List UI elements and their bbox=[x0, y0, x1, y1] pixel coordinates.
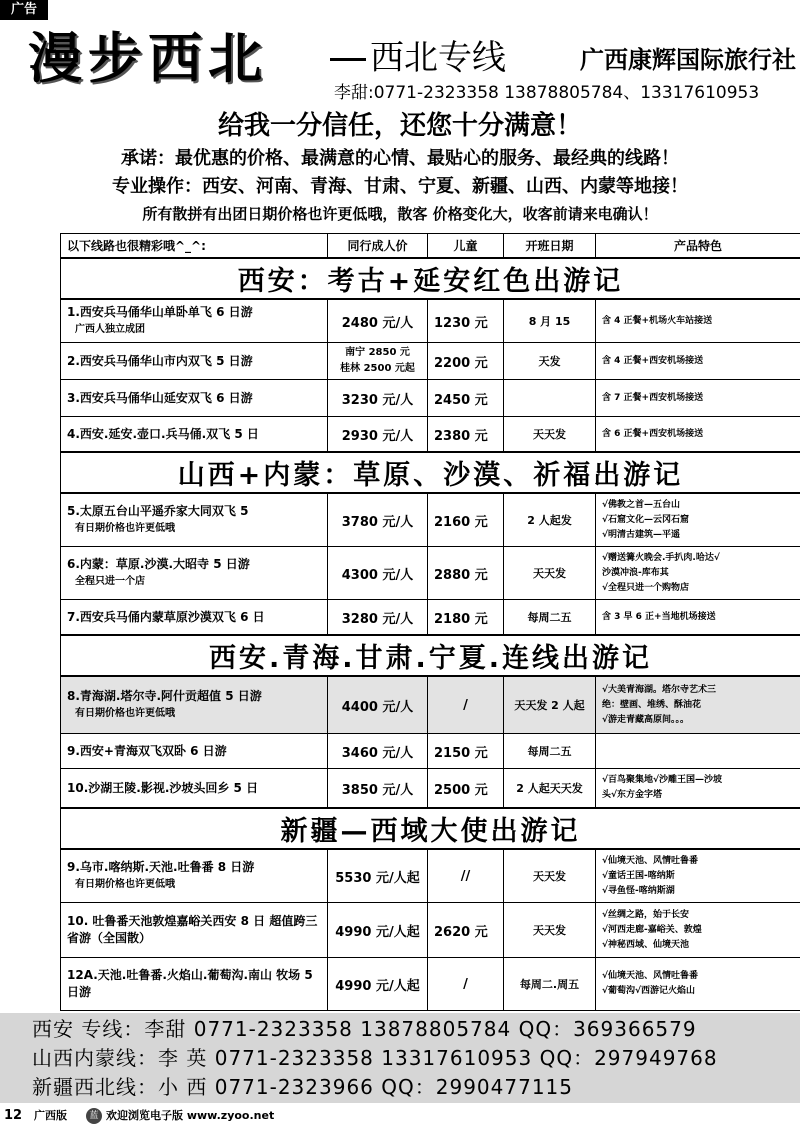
departure-date-cell: 2 人起发 bbox=[504, 493, 596, 547]
feature-item: 绝：壁画、堆绣、酥油花 bbox=[602, 699, 702, 710]
feature-item: √大美青海湖。塔尔寺艺术三 bbox=[602, 684, 717, 695]
route-cell bbox=[61, 380, 328, 417]
route-name: 5.太原五台山平遥乔家大同双飞 5 bbox=[67, 504, 249, 518]
header-contact: 李甜:0771-2323358 13878805784、13317610953 bbox=[334, 83, 760, 103]
header bbox=[0, 22, 800, 110]
feature-item: √全程只进一个购物店 bbox=[602, 582, 690, 593]
page-bar bbox=[0, 1106, 800, 1126]
feature-item: √石窟文化—云冈石窟 bbox=[602, 514, 690, 525]
departure-date-cell: 天天发 2 人起 bbox=[504, 676, 596, 734]
table-header-row bbox=[61, 234, 800, 259]
route-note: 广西人独立成团 bbox=[75, 324, 145, 335]
adult-price-cell: 4300 元/人 bbox=[328, 547, 428, 600]
table-row bbox=[61, 380, 800, 417]
ad-tag: 广告 bbox=[0, 0, 48, 20]
table-row bbox=[61, 849, 800, 903]
section-row bbox=[61, 808, 800, 849]
child-price-cell: 2200 元 bbox=[428, 343, 504, 380]
section-title: 新疆—西域大使出游记 bbox=[61, 808, 800, 849]
adult-price-cell: 4990 元/人起 bbox=[328, 958, 428, 1011]
route-name: 9.西安+青海双飞双卧 6 日游 bbox=[67, 743, 227, 758]
table-row bbox=[61, 417, 800, 453]
feature-item: 含 4 正餐+机场火车站接送 bbox=[602, 315, 713, 326]
features-cell bbox=[596, 299, 800, 343]
table-row bbox=[61, 903, 800, 958]
price-line: 南宁 2850 元 bbox=[345, 347, 410, 358]
child-price-cell: 1230 元 bbox=[428, 299, 504, 343]
route-name: 10.沙湖王陵.影视.沙坡头回乡 5 日 bbox=[67, 780, 259, 795]
route-note: 有日期价格也许更低哦 bbox=[75, 523, 175, 534]
feature-item: √赠送篝火晚会.手扒肉.哈达√ bbox=[602, 552, 720, 563]
features-cell bbox=[596, 547, 800, 600]
departure-date-cell: 每周二五 bbox=[504, 600, 596, 636]
edition-label: 广西版 bbox=[34, 1109, 67, 1122]
table-row bbox=[61, 600, 800, 636]
feature-item: √百鸟聚集地√沙雕王国—沙坡 bbox=[602, 775, 723, 785]
page-number: 12 bbox=[4, 1108, 23, 1123]
feature-item: √丝绸之路，始于长安 bbox=[602, 909, 690, 920]
table-row bbox=[61, 299, 800, 343]
child-price-cell: / bbox=[428, 958, 504, 1011]
section-row bbox=[61, 258, 800, 299]
header-adult-price: 同行成人价 bbox=[328, 234, 428, 259]
child-price-cell: 2450 元 bbox=[428, 380, 504, 417]
features-cell bbox=[596, 734, 800, 769]
section-title: 西安：考古+延安红色出游记 bbox=[61, 258, 800, 299]
route-cell bbox=[61, 903, 328, 958]
route-name: 4.西安.延安.壶口.兵马俑.双飞 5 日 bbox=[67, 426, 259, 441]
child-price-cell: 2380 元 bbox=[428, 417, 504, 453]
welcome-link[interactable]: 欢迎浏览电子版 www.zyoo.net bbox=[106, 1109, 275, 1122]
departure-date-cell: 天发 bbox=[504, 343, 596, 380]
magazine-logo-icon: 蓝 bbox=[86, 1108, 102, 1124]
feature-item: 头√东方金字塔 bbox=[602, 790, 663, 800]
route-cell bbox=[61, 769, 328, 809]
table-row bbox=[61, 676, 800, 734]
child-price-cell: 2150 元 bbox=[428, 734, 504, 769]
table-row bbox=[61, 769, 800, 809]
table-row bbox=[61, 493, 800, 547]
feature-item: √仙境天池、风情吐鲁番 bbox=[602, 855, 699, 866]
departure-date-cell: 每周二.周五 bbox=[504, 958, 596, 1011]
route-note: 有日期价格也许更低哦 bbox=[75, 708, 175, 719]
route-cell bbox=[61, 493, 328, 547]
child-price-cell: // bbox=[428, 849, 504, 903]
adult-price-cell: 3230 元/人 bbox=[328, 380, 428, 417]
child-price-cell: 2160 元 bbox=[428, 493, 504, 547]
adult-price-cell: 3850 元/人 bbox=[328, 769, 428, 809]
route-cell bbox=[61, 958, 328, 1011]
brand-title: 漫步西北 bbox=[28, 26, 268, 90]
departure-date-cell: 天天发 bbox=[504, 547, 596, 600]
header-route: 以下线路也很精彩哦^_^: bbox=[61, 234, 328, 259]
features-cell bbox=[596, 343, 800, 380]
child-price-cell: 2620 元 bbox=[428, 903, 504, 958]
contact-footer bbox=[0, 1013, 800, 1103]
route-name: 6.内蒙：草原.沙漠.大昭寺 5 日游 bbox=[67, 557, 250, 571]
feature-item: √童话王国-喀纳斯 bbox=[602, 870, 675, 881]
adult-price-cell: 4990 元/人起 bbox=[328, 903, 428, 958]
route-table bbox=[60, 233, 800, 1011]
section-row bbox=[61, 452, 800, 493]
header-child-price: 儿童 bbox=[428, 234, 504, 259]
route-name: 9.乌市.喀纳斯.天池.吐鲁番 8 日游 bbox=[67, 860, 255, 874]
header-departure-date: 开班日期 bbox=[504, 234, 596, 259]
route-cell bbox=[61, 547, 328, 600]
route-cell bbox=[61, 299, 328, 343]
departure-date-cell: 8 月 15 bbox=[504, 299, 596, 343]
adult-price-cell: 2480 元/人 bbox=[328, 299, 428, 343]
section-row bbox=[61, 635, 800, 676]
route-name: 10. 吐鲁番天池敦煌嘉峪关西安 8 日 超值跨三省游（全国散） bbox=[67, 914, 318, 945]
route-cell bbox=[61, 676, 328, 734]
notice-line: 所有散拼有出团日期价格也许更低哦，散客 价格变化大，收客前请来电确认！ bbox=[142, 205, 658, 223]
footer-line-shanxi: 山西内蒙线：李 英 0771-2323358 13317610953 QQ：297949768 bbox=[32, 1046, 718, 1070]
brand-dash bbox=[330, 58, 366, 61]
route-name: 8.青海湖.塔尔寺.阿什贡超值 5 日游 bbox=[67, 689, 262, 703]
route-cell bbox=[61, 849, 328, 903]
departure-date-cell: 天天发 bbox=[504, 903, 596, 958]
features-cell bbox=[596, 493, 800, 547]
feature-item: √游走青藏高原间。。。 bbox=[602, 714, 690, 725]
child-price-cell: 2180 元 bbox=[428, 600, 504, 636]
features-cell bbox=[596, 380, 800, 417]
child-price-cell: 2500 元 bbox=[428, 769, 504, 809]
table-row bbox=[61, 734, 800, 769]
feature-item: 含 7 正餐+西安机场接送 bbox=[602, 392, 704, 403]
route-note: 全程只进一个店 bbox=[75, 576, 145, 587]
child-price-cell: 2880 元 bbox=[428, 547, 504, 600]
section-title: 西安.青海.甘肃.宁夏.连线出游记 bbox=[61, 635, 800, 676]
table-row bbox=[61, 343, 800, 380]
adult-price-cell bbox=[328, 343, 428, 380]
route-cell bbox=[61, 734, 328, 769]
features-cell bbox=[596, 600, 800, 636]
departure-date-cell: 天天发 bbox=[504, 849, 596, 903]
route-cell bbox=[61, 343, 328, 380]
route-note: 有日期价格也许更低哦 bbox=[75, 879, 175, 890]
adult-price-cell: 4400 元/人 bbox=[328, 676, 428, 734]
route-name: 2.西安兵马俑华山市内双飞 5 日游 bbox=[67, 353, 253, 368]
route-cell bbox=[61, 417, 328, 453]
feature-item: 含 6 正餐+西安机场接送 bbox=[602, 428, 704, 439]
table-row bbox=[61, 547, 800, 600]
route-cell bbox=[61, 600, 328, 636]
footer-line-xian: 西安 专线：李甜 0771-2323358 13878805784 QQ：369366579 bbox=[32, 1017, 697, 1041]
departure-date-cell: 每周二五 bbox=[504, 734, 596, 769]
feature-item: √明清古建筑—平遥 bbox=[602, 529, 681, 540]
specialty-line: 专业操作：西安、河南、青海、甘肃、宁夏、新疆、山西、内蒙等地接！ bbox=[112, 176, 688, 197]
departure-date-cell: 2 人起天天发 bbox=[504, 769, 596, 809]
features-cell bbox=[596, 676, 800, 734]
adult-price-cell: 5530 元/人起 bbox=[328, 849, 428, 903]
adult-price-cell: 3460 元/人 bbox=[328, 734, 428, 769]
departure-date-cell bbox=[504, 380, 596, 417]
feature-item: √神秘西域、仙境天池 bbox=[602, 939, 690, 950]
feature-item: 含 4 正餐+西安机场接送 bbox=[602, 355, 704, 366]
features-cell bbox=[596, 958, 800, 1011]
table-row bbox=[61, 958, 800, 1011]
child-price-cell: / bbox=[428, 676, 504, 734]
header-features: 产品特色 bbox=[596, 234, 800, 259]
route-name: 12A.天池.吐鲁番.火焰山.葡萄沟.南山 牧场 5 日游 bbox=[67, 968, 313, 999]
features-cell bbox=[596, 903, 800, 958]
price-line: 桂林 2500 元起 bbox=[340, 363, 415, 374]
feature-item: √佛教之首—五台山 bbox=[602, 499, 681, 510]
route-name: 7.西安兵马俑内蒙草原沙漠双飞 6 日 bbox=[67, 609, 265, 624]
feature-item: 含 3 早 6 正+当地机场接送 bbox=[602, 611, 716, 622]
feature-item: √葡萄沟√西游记火焰山 bbox=[602, 986, 696, 996]
departure-date-cell: 天天发 bbox=[504, 417, 596, 453]
promise-line: 承诺：最优惠的价格、最满意的心情、最贴心的服务、最经典的线路！ bbox=[121, 148, 679, 169]
footer-line-xinjiang: 新疆西北线：小 西 0771-2323966 QQ：2990477115 bbox=[32, 1075, 573, 1099]
features-cell bbox=[596, 417, 800, 453]
slogan: 给我一分信任，还您十分满意！ bbox=[217, 111, 582, 141]
features-cell bbox=[596, 849, 800, 903]
features-cell bbox=[596, 769, 800, 809]
feature-item: 沙漠冲浪-库布其 bbox=[602, 567, 669, 578]
adult-price-cell: 2930 元/人 bbox=[328, 417, 428, 453]
feature-item: √仙境天池、风情吐鲁番 bbox=[602, 971, 699, 981]
adult-price-cell: 3280 元/人 bbox=[328, 600, 428, 636]
agency-name: 广西康辉国际旅行社 bbox=[580, 46, 796, 74]
route-name: 1.西安兵马俑华山单卧单飞 6 日游 bbox=[67, 305, 253, 319]
feature-item: √寻鱼怪-喀纳斯湖 bbox=[602, 885, 675, 896]
feature-item: √河西走廊-嘉峪关、敦煌 bbox=[602, 924, 702, 935]
section-title: 山西+内蒙：草原、沙漠、祈福出游记 bbox=[61, 452, 800, 493]
adult-price-cell: 3780 元/人 bbox=[328, 493, 428, 547]
brand-subtitle: 西北专线 bbox=[370, 38, 506, 78]
route-name: 3.西安兵马俑华山延安双飞 6 日游 bbox=[67, 390, 253, 405]
